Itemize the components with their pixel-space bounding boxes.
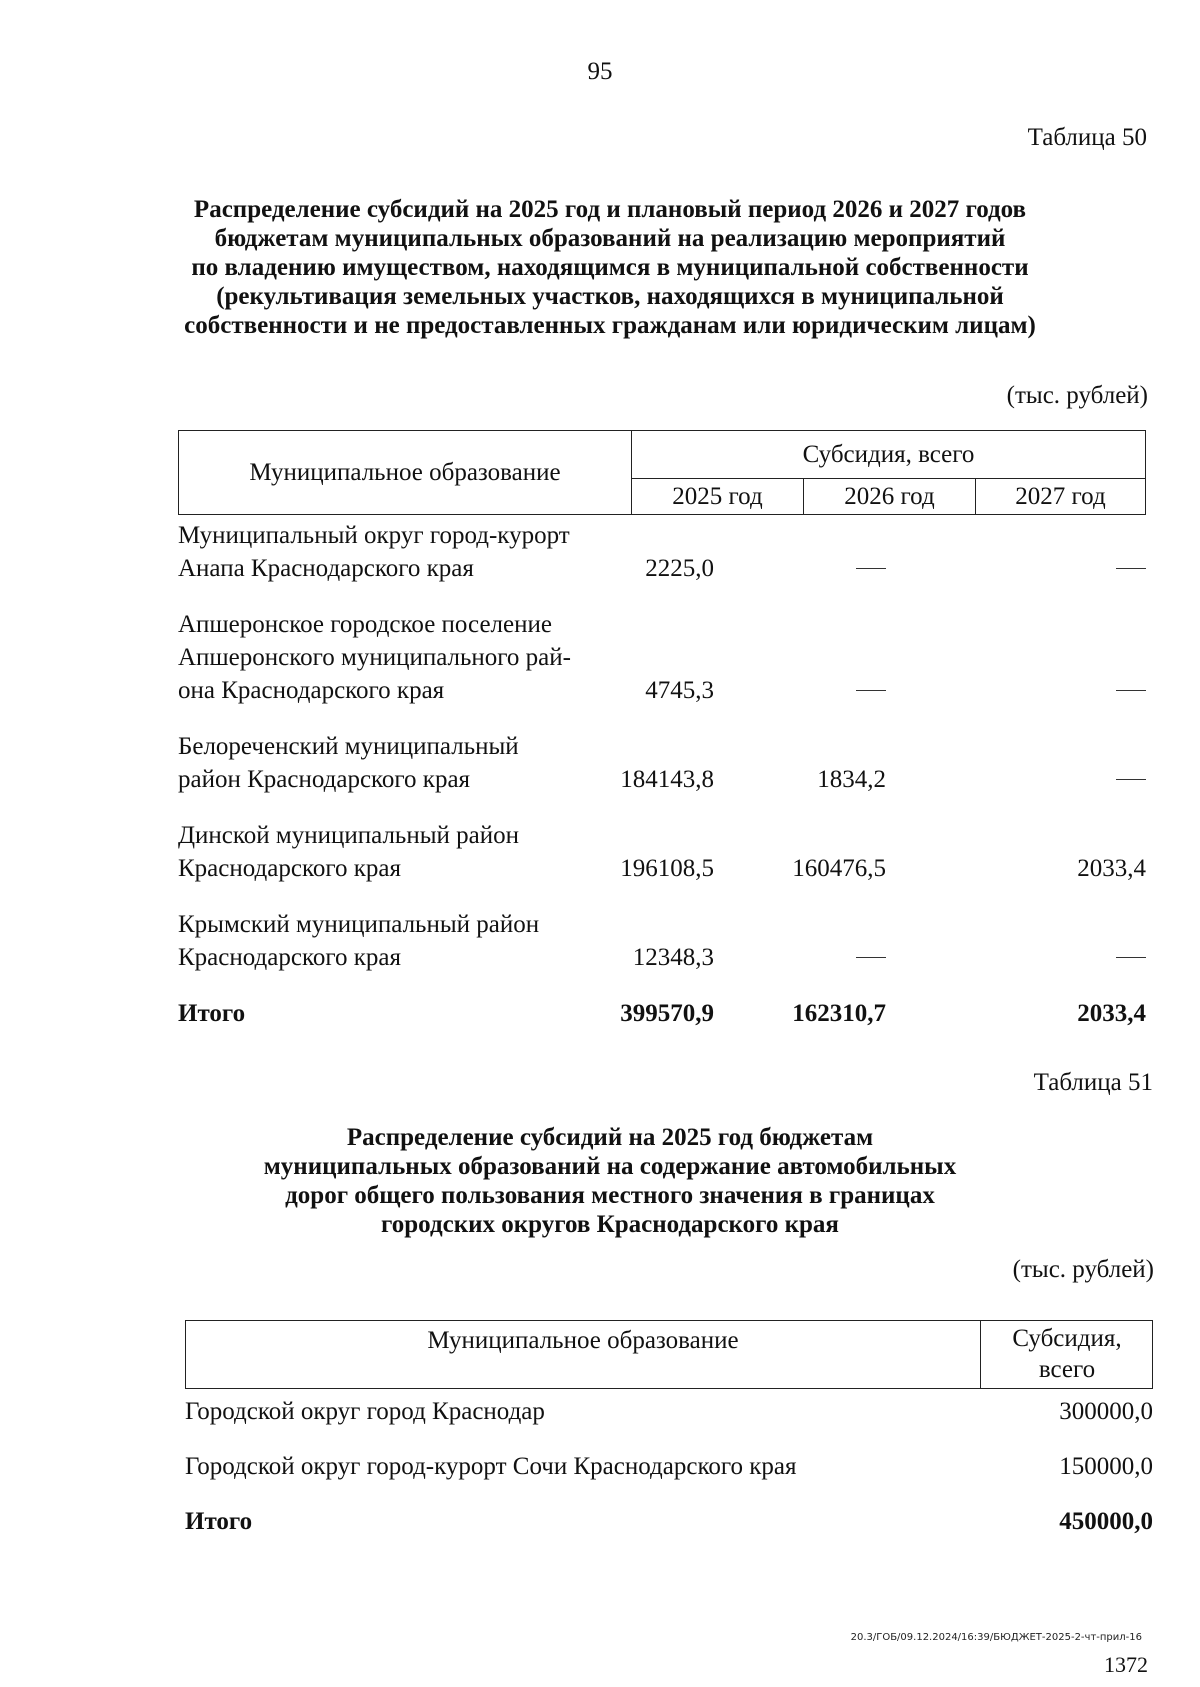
header-year-2025: 2025 год [632,479,804,514]
table-51-title-line: Распределение субсидий на 2025 год бюджетам [346,1124,874,1151]
header-subsidy-line: всего [1038,1356,1096,1383]
row-name: Муниципальный округ город-курорт Анапа Краснодарского края [178,522,570,582]
total-value-2027: 2033,4 [1077,1000,1146,1027]
table-50-header [178,430,1146,515]
row-value-2025: 184143,8 [620,766,714,793]
table-51-caption: Таблица 51 [1033,1069,1153,1096]
header-subsidy-total: Субсидия, всего [632,431,1145,479]
table-51 [185,1320,1153,1538]
page-number: 95 [587,58,613,85]
row-value-2027: 2033,4 [1077,855,1146,882]
row-value: 150000,0 [1059,1453,1153,1480]
header-subsidy [982,1321,1152,1388]
table-50-title-line: бюджетам муниципальных образований на реализацию мероприятий [214,225,1006,252]
row-value-2027-dash [1116,763,1146,796]
table-51-title-line: муниципальных образований на содержание автомобильных [263,1153,957,1180]
table-row [178,908,1146,974]
header-municipality: Муниципальное образование [186,1321,981,1388]
row-value-2025: 196108,5 [620,855,714,882]
table-row [178,608,1146,707]
table-50-title-line: по владению имуществом, находящимся в муниципальной собственности [191,254,1029,281]
table-50-title-line: Распределение субсидий на 2025 год и плановый период 2026 и 2027 годов [193,196,1027,223]
total-label: Итого [178,1000,246,1027]
table-total-row [185,1505,1153,1538]
table-51-title-line: дорог общего пользования местного значения в границах [285,1182,935,1209]
row-value-2026: 160476,5 [792,855,886,882]
table-50-unit: (тыс. рублей) [1006,382,1148,409]
table-50-title [0,195,1200,340]
row-value-2025: 2225,0 [645,555,714,582]
row-name: Белореченский муниципальный район Краснодарского края [178,733,519,793]
table-50-title-line: (рекультивация земельных участков, находящихся в муниципальной [216,283,1004,310]
table-51-title [0,1123,1200,1239]
table-row [185,1450,1153,1483]
header-municipality: Муниципальное образование [179,431,632,514]
table-total-row [178,997,1146,1030]
table-50-title-line: собственности и не предоставленных гражданам или юридическим лицам) [184,312,1036,339]
row-value-2026-dash [856,941,886,974]
row-value-2026: 1834,2 [817,766,886,793]
row-name: Городской округ город-курорт Сочи Краснодарского края [185,1453,797,1480]
total-value: 450000,0 [1059,1508,1153,1535]
sheet-number: 1372 [1104,1652,1148,1677]
header-year-2026: 2026 год [804,479,976,514]
row-value-2027-dash [1116,552,1146,585]
row-name: Динской муниципальный район Краснодарского края [178,822,519,882]
table-row [185,1395,1153,1428]
table-row [178,730,1146,796]
row-name: Апшеронское городское поселение Апшеронского муниципального рай- она Краснодарского края [178,611,571,704]
row-value-2027-dash [1116,941,1146,974]
table-row [178,519,1146,585]
row-value-2026-dash [856,674,886,707]
table-51-header [185,1320,1153,1389]
row-value-2027-dash [1116,674,1146,707]
total-value-2026: 162310,7 [792,1000,886,1027]
document-code: 20.3/ГОБ/09.12.2024/16:39/БЮДЖЕТ-2025-2-чт-прил-16 [850,1632,1142,1643]
header-year-2027: 2027 год [1015,482,1106,510]
row-value: 300000,0 [1059,1398,1153,1425]
table-50 [178,430,1146,1030]
row-value-2026-dash [856,552,886,585]
row-value-2025: 12348,3 [632,944,714,971]
row-value-2025: 4745,3 [645,677,714,704]
total-label: Итого [185,1508,253,1535]
table-row [178,819,1146,885]
table-51-title-line: городских округов Краснодарского края [381,1211,839,1238]
row-name: Крымский муниципальный район Краснодарского края [178,911,540,971]
table-50-caption: Таблица 50 [1027,124,1147,151]
table-51-unit: (тыс. рублей) [1012,1256,1154,1283]
total-value-2025: 399570,9 [620,1000,714,1027]
header-subsidy-line: Субсидия, [1012,1325,1122,1352]
row-name: Городской округ город Краснодар [185,1398,545,1425]
